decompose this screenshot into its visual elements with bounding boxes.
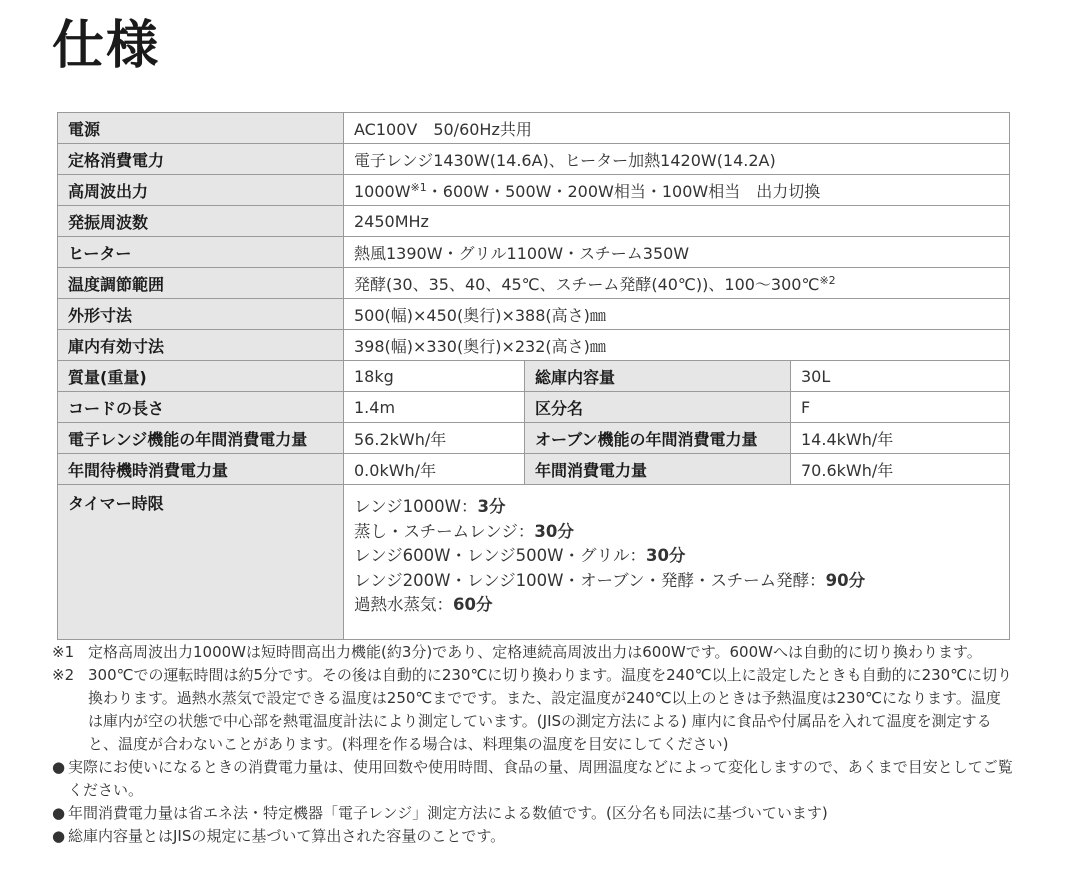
spec-label: 庫内有効寸法 xyxy=(58,330,344,361)
footnotes xyxy=(52,641,1014,848)
bullet-text: 実際にお使いになるときの消費電力量は、使用回数や使用時間、食品の量、周囲温度などによって変化しますので、あくまで目安としてご覧ください。 xyxy=(68,758,1013,799)
spec-label: 高周波出力 xyxy=(58,175,344,206)
spec-row-timer xyxy=(58,485,1010,640)
timer-line: 蒸し・スチームレンジ：30分 xyxy=(354,521,574,541)
footnote xyxy=(52,641,1014,664)
spec-label: 総庫内容量 xyxy=(525,361,791,392)
spec-label: 区分名 xyxy=(525,392,791,423)
spec-row-power-source xyxy=(58,113,1010,144)
spec-value: 70.6kWh/年 xyxy=(791,454,1010,485)
spec-label: 質量(重量) xyxy=(58,361,344,392)
spec-label: 発振周波数 xyxy=(58,206,344,237)
spec-label: 電子レンジ機能の年間消費電力量 xyxy=(58,423,344,454)
spec-value: 56.2kWh/年 xyxy=(344,423,525,454)
spec-label: オーブン機能の年間消費電力量 xyxy=(525,423,791,454)
spec-value: 398(幅)×330(奥行)×232(高さ)㎜ xyxy=(344,330,1010,361)
spec-row-weight xyxy=(58,361,1010,392)
footnote-mark: ※1 xyxy=(52,643,75,661)
spec-value-rest: ・600W・500W・200W相当・100W相当 出力切換 xyxy=(426,181,821,201)
spec-value: F xyxy=(791,392,1010,423)
footnote-text: 定格高周波出力1000Wは短時間高出力機能(約3分)であり、定格連続高周波出力は600Wです。600Wへは自動的に切り換わります。 xyxy=(88,643,982,661)
timer-line: レンジ200W・レンジ100W・オーブン・発酵・スチーム発酵：90分 xyxy=(354,570,866,590)
spec-label: コードの長さ xyxy=(58,392,344,423)
spec-value: 14.4kWh/年 xyxy=(791,423,1010,454)
spec-value: 2450MHz xyxy=(344,206,1010,237)
spec-label: 電源 xyxy=(58,113,344,144)
spec-value: 30L xyxy=(791,361,1010,392)
spec-value xyxy=(344,268,1010,299)
spec-row-heater xyxy=(58,237,1010,268)
footnote xyxy=(52,664,1014,756)
spec-row-temperature xyxy=(58,268,1010,299)
spec-value: 電子レンジ1430W(14.6A)、ヒーター加熱1420W(14.2A) xyxy=(344,144,1010,175)
spec-value: AC100V 50/60Hz共用 xyxy=(344,113,1010,144)
spec-row-output xyxy=(58,175,1010,206)
timer-line: レンジ600W・レンジ500W・グリル：30分 xyxy=(354,546,686,565)
bullet-icon: ● xyxy=(52,804,66,822)
spec-row-annual-power xyxy=(58,423,1010,454)
bullet-note xyxy=(52,825,1014,848)
spec-value: 1.4m xyxy=(344,392,525,423)
page-title: 仕様 xyxy=(52,16,161,76)
bullet-text: 年間消費電力量は省エネ法・特定機器「電子レンジ」測定方法による数値です。(区分名も同法に基づいています) xyxy=(68,804,828,822)
spec-label: ヒーター xyxy=(58,237,344,268)
spec-label: 年間待機時消費電力量 xyxy=(58,454,344,485)
bullet-icon: ● xyxy=(52,827,66,845)
spec-row-rated-power xyxy=(58,144,1010,175)
bullet-note xyxy=(52,756,1014,802)
spec-value-main: 1000W xyxy=(354,181,411,201)
spec-row-inner-dimensions xyxy=(58,330,1010,361)
spec-value-main: 発酵(30、35、40、45℃、スチーム発酵(40℃))、100〜300℃ xyxy=(354,274,820,294)
spec-label: 温度調節範囲 xyxy=(58,268,344,299)
spec-value: 18kg xyxy=(344,361,525,392)
spec-label: 外形寸法 xyxy=(58,299,344,330)
timer-line: レンジ1000W：3分 xyxy=(354,497,506,516)
footnote-text: 300℃での運転時間は約5分です。その後は自動的に230℃に切り換わります。温度を240℃以上に設定したときも自動的に230℃に切り換わります。過熱水蒸気で設定できる温度は250℃までです。また、設定温度が240℃以上のときは予熱温度は230℃になります。温度は庫内が空の状態で中心部を熱電温度計法により測定しています。(JISの測定方法による) 庫内に食品や付属品を入れて温度を測定すると、温度が合わないことがあります。(料理を作る場合は、料理集の温度を目安にしてください) xyxy=(88,666,1013,753)
footnote-ref: ※1 xyxy=(410,180,427,194)
footnote-mark: ※2 xyxy=(52,666,75,684)
bullet-icon: ● xyxy=(52,758,66,776)
spec-value: 0.0kWh/年 xyxy=(344,454,525,485)
spec-value: 熱風1390W・グリル1100W・スチーム350W xyxy=(344,237,1010,268)
spec-label: タイマー時限 xyxy=(58,485,344,640)
spec-row-cord xyxy=(58,392,1010,423)
spec-row-dimensions xyxy=(58,299,1010,330)
timer-line: 過熱水蒸気：60分 xyxy=(354,595,493,614)
spec-row-frequency xyxy=(58,206,1010,237)
spec-row-standby-power xyxy=(58,454,1010,485)
spec-label: 年間消費電力量 xyxy=(525,454,791,485)
bullet-text: 総庫内容量とはJISの規定に基づいて算出された容量のことです。 xyxy=(68,827,506,845)
bullet-note xyxy=(52,802,1014,825)
spec-value: 500(幅)×450(奥行)×388(高さ)㎜ xyxy=(344,299,1010,330)
timer-values xyxy=(344,485,1010,640)
spec-value xyxy=(344,175,1010,206)
footnote-ref: ※2 xyxy=(819,273,836,287)
spec-label: 定格消費電力 xyxy=(58,144,344,175)
spec-table xyxy=(57,112,1010,640)
